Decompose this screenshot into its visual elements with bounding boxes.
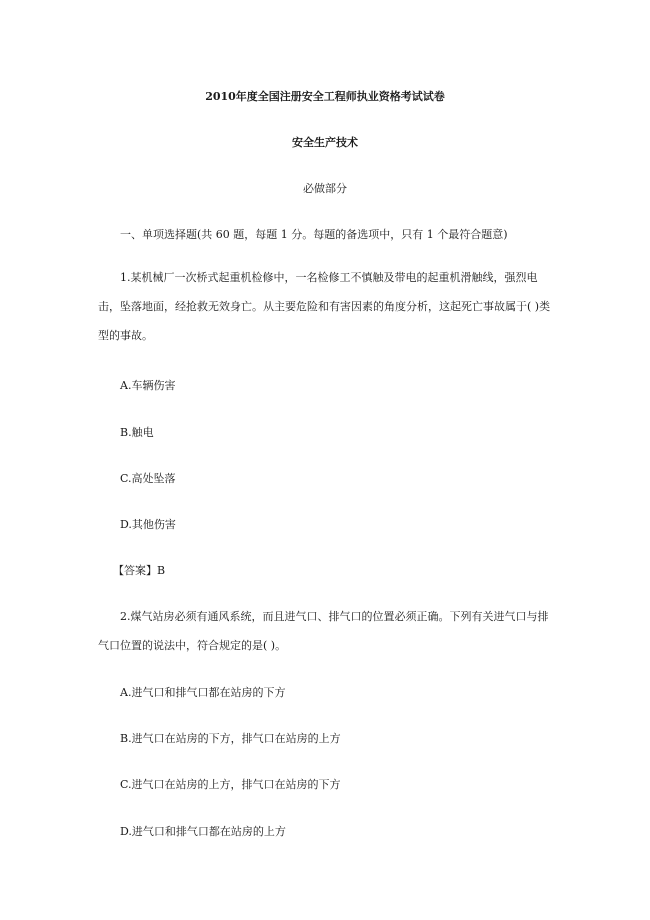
part-heading: 一、单项选择题(共 60 题，每题 1 分。每题的备选项中，只有 1 个最符合题意): [120, 228, 508, 241]
document-subject: 安全生产技术: [292, 136, 358, 149]
question-2-option-d: D.进气口和排气口都在站房的上方: [120, 825, 286, 838]
question-1-answer: 【答案】B: [113, 564, 166, 577]
document-title: 2010年度全国注册安全工程师执业资格考试试卷: [205, 90, 445, 103]
question-1-stem: 1.某机械厂一次桥式起重机检修中，一名检修工不慎触及带电的起重机滑触线，强烈电击，坠落地面，经抢救无效身亡。从主要危险和有害因素的角度分析，这起死亡事故属于( )类型的事故。: [98, 271, 551, 342]
question-2-option-a: A.进气口和排气口都在站房的下方: [120, 686, 286, 699]
question-1-option-a: A.车辆伤害: [120, 379, 176, 392]
question-2-stem: 2.煤气站房必须有通风系统，而且进气口、排气口的位置必须正确。下列有关进气口与排气口位置的说法中，符合规定的是( )。: [98, 610, 549, 652]
question-2-option-c: C.进气口在站房的上方，排气口在站房的下方: [120, 778, 341, 791]
question-2-option-b: B.进气口在站房的下方，排气口在站房的上方: [120, 732, 341, 745]
question-1-option-c: C.高处坠落: [120, 472, 176, 485]
section-label: 必做部分: [303, 182, 347, 195]
question-1-option-d: D.其他伤害: [120, 518, 176, 531]
question-1-option-b: B.触电: [120, 426, 154, 439]
